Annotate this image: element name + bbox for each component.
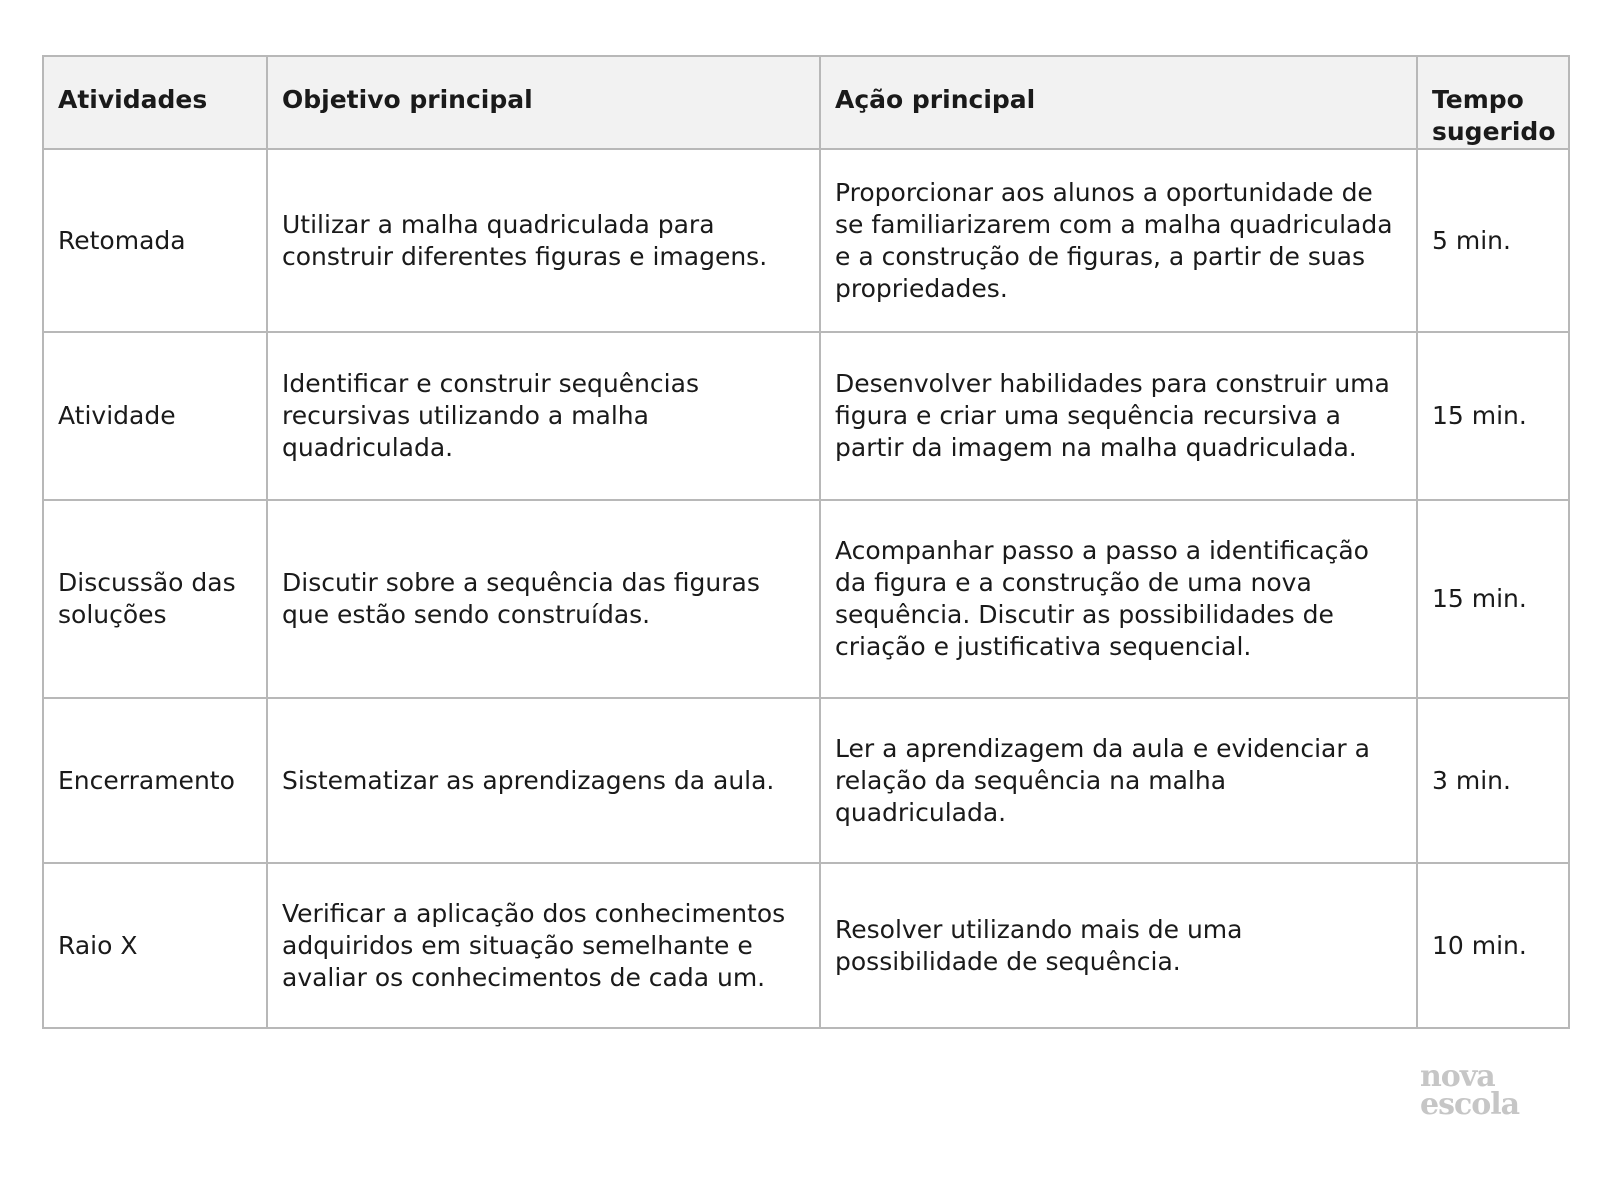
time-cell: 5 min. xyxy=(1417,149,1569,332)
action-cell: Ler a aprendizagem da aula e evidenciar a relação da sequência na malha quadriculada. xyxy=(820,698,1417,863)
header-activities: Atividades xyxy=(43,56,267,149)
header-main-action: Ação principal xyxy=(820,56,1417,149)
activity-cell: Encerramento xyxy=(43,698,267,863)
time-cell: 3 min. xyxy=(1417,698,1569,863)
nova-escola-logo xyxy=(1420,1059,1520,1122)
action-cell: Resolver utilizando mais de uma possibilidade de sequência. xyxy=(820,863,1417,1028)
table-row xyxy=(43,863,1569,1028)
logo-line-2: escola xyxy=(1420,1087,1520,1122)
objective-cell: Identificar e construir sequências recursivas utilizando a malha quadriculada. xyxy=(267,332,820,500)
objective-cell: Utilizar a malha quadriculada para construir diferentes figuras e imagens. xyxy=(267,149,820,332)
header-main-objective: Objetivo principal xyxy=(267,56,820,149)
time-cell: 15 min. xyxy=(1417,500,1569,698)
activity-cell: Retomada xyxy=(43,149,267,332)
table-row xyxy=(43,149,1569,332)
time-cell: 15 min. xyxy=(1417,332,1569,500)
activity-cell: Discussão das soluções xyxy=(43,500,267,698)
lesson-plan-table xyxy=(42,55,1570,1029)
table-row xyxy=(43,500,1569,698)
activity-cell: Raio X xyxy=(43,863,267,1028)
table-header-row xyxy=(43,56,1569,149)
action-cell: Acompanhar passo a passo a identificação da figura e a construção de uma nova sequência. Discutir as possibilidades de criação e justificativa sequencial. xyxy=(820,500,1417,698)
action-cell: Proporcionar aos alunos a oportunidade de se familiarizarem com a malha quadriculada e a construção de figuras, a partir de suas propriedades. xyxy=(820,149,1417,332)
activity-cell: Atividade xyxy=(43,332,267,500)
time-cell: 10 min. xyxy=(1417,863,1569,1028)
header-suggested-time: Tempo sugerido xyxy=(1417,56,1569,149)
logo-line-1: nova xyxy=(1420,1059,1495,1094)
action-cell: Desenvolver habilidades para construir uma figura e criar uma sequência recursiva a partir da imagem na malha quadriculada. xyxy=(820,332,1417,500)
table-row xyxy=(43,332,1569,500)
objective-cell: Discutir sobre a sequência das figuras que estão sendo construídas. xyxy=(267,500,820,698)
table-row xyxy=(43,698,1569,863)
objective-cell: Verificar a aplicação dos conhecimentos adquiridos em situação semelhante e avaliar os conhecimentos de cada um. xyxy=(267,863,820,1028)
objective-cell: Sistematizar as aprendizagens da aula. xyxy=(267,698,820,863)
